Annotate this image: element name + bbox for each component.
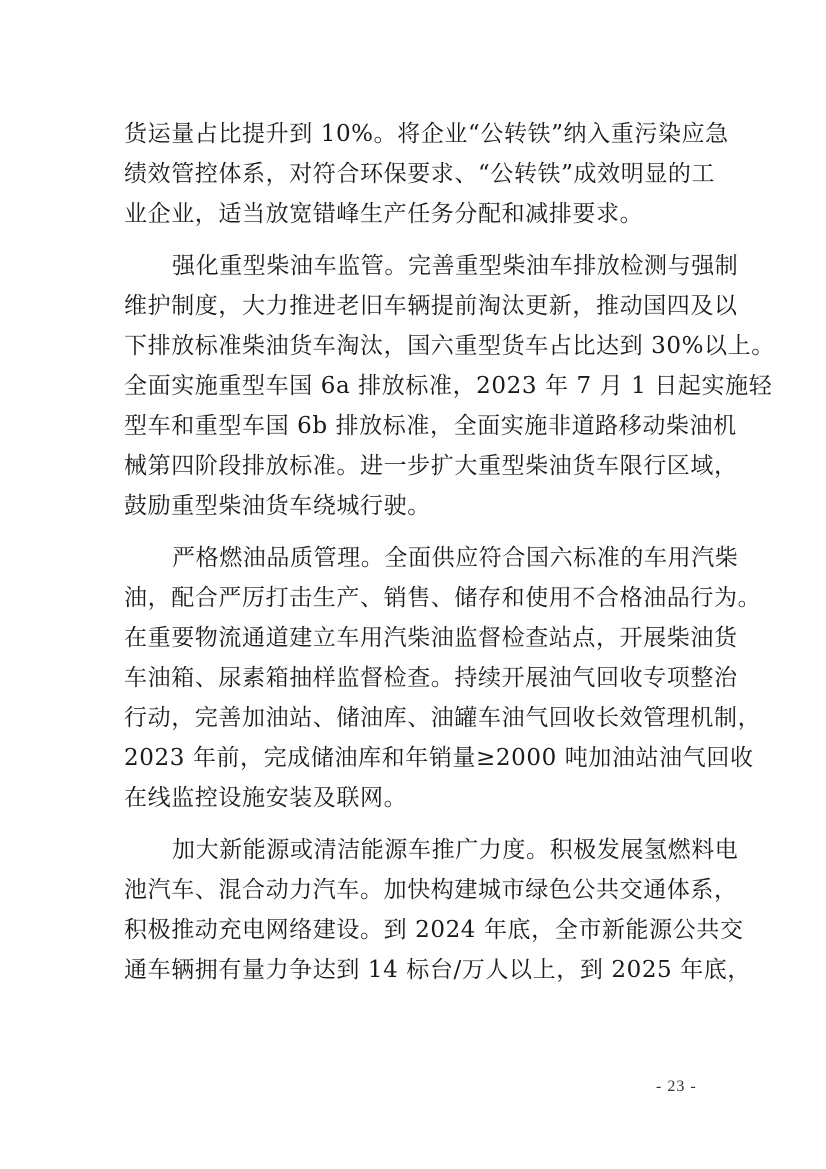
- text-line: 2023 年前，完成储油库和年销量≥2000 吨加油站油气回收: [124, 745, 754, 771]
- text-line: 行动，完善加油站、储油库、油罐车油气回收长效管理机制，: [124, 705, 762, 731]
- paragraph-heading-line: 强化重型柴油车监管。完善重型柴油车排放检测与强制: [172, 253, 739, 279]
- text-line: 业企业，适当放宽错峰生产任务分配和减排要求。: [124, 201, 644, 227]
- text-line: 全面实施重型车国 6a 排放标准，2023 年 7 月 1 日起实施轻: [124, 373, 773, 399]
- text-line: 池汽车、混合动力汽车。加快构建城市绿色公共交通体系，: [124, 877, 738, 903]
- text-line: 通车辆拥有量力争达到 14 标台/万人以上，到 2025 年底，: [124, 957, 751, 983]
- text-line: 维护制度，大力推进老旧车辆提前淘汰更新，推动国四及以: [124, 293, 738, 319]
- paragraph-heading-line: 加大新能源或清洁能源车推广力度。积极发展氢燃料电: [172, 837, 739, 863]
- text-line: 积极推动充电网络建设。到 2024 年底，全市新能源公共交: [124, 917, 744, 943]
- text-line: 械第四阶段排放标准。进一步扩大重型柴油货车限行区域，: [124, 453, 738, 479]
- text-line: 在线监控设施安装及联网。: [124, 785, 408, 811]
- text-line: 型车和重型车国 6b 排放标准，全面实施非道路移动柴油机: [124, 413, 737, 439]
- text-line: 绩效管控体系，对符合环保要求、“公转铁”成效明显的工: [124, 161, 716, 187]
- text-line: 在重要物流通道建立车用汽柴油监督检查站点，开展柴油货: [124, 625, 738, 651]
- text-line: 车油箱、尿素箱抽样监督检查。持续开展油气回收专项整治: [124, 665, 738, 691]
- page-number: - 23 -: [656, 1078, 697, 1095]
- text-line: 货运量占比提升到 10%。将企业“公转铁”纳入重污染应急: [124, 121, 729, 147]
- text-line: 油，配合严厉打击生产、销售、储存和使用不合格油品行为。: [124, 585, 762, 611]
- paragraph-heading-line: 严格燃油品质管理。全面供应符合国六标准的车用汽柴: [172, 545, 739, 571]
- body-text: [124, 114, 775, 990]
- text-line: 鼓励重型柴油货车绕城行驶。: [124, 493, 431, 519]
- text-line: 下排放标准柴油货车淘汰，国六重型货车占比达到 30%以上。: [124, 333, 775, 359]
